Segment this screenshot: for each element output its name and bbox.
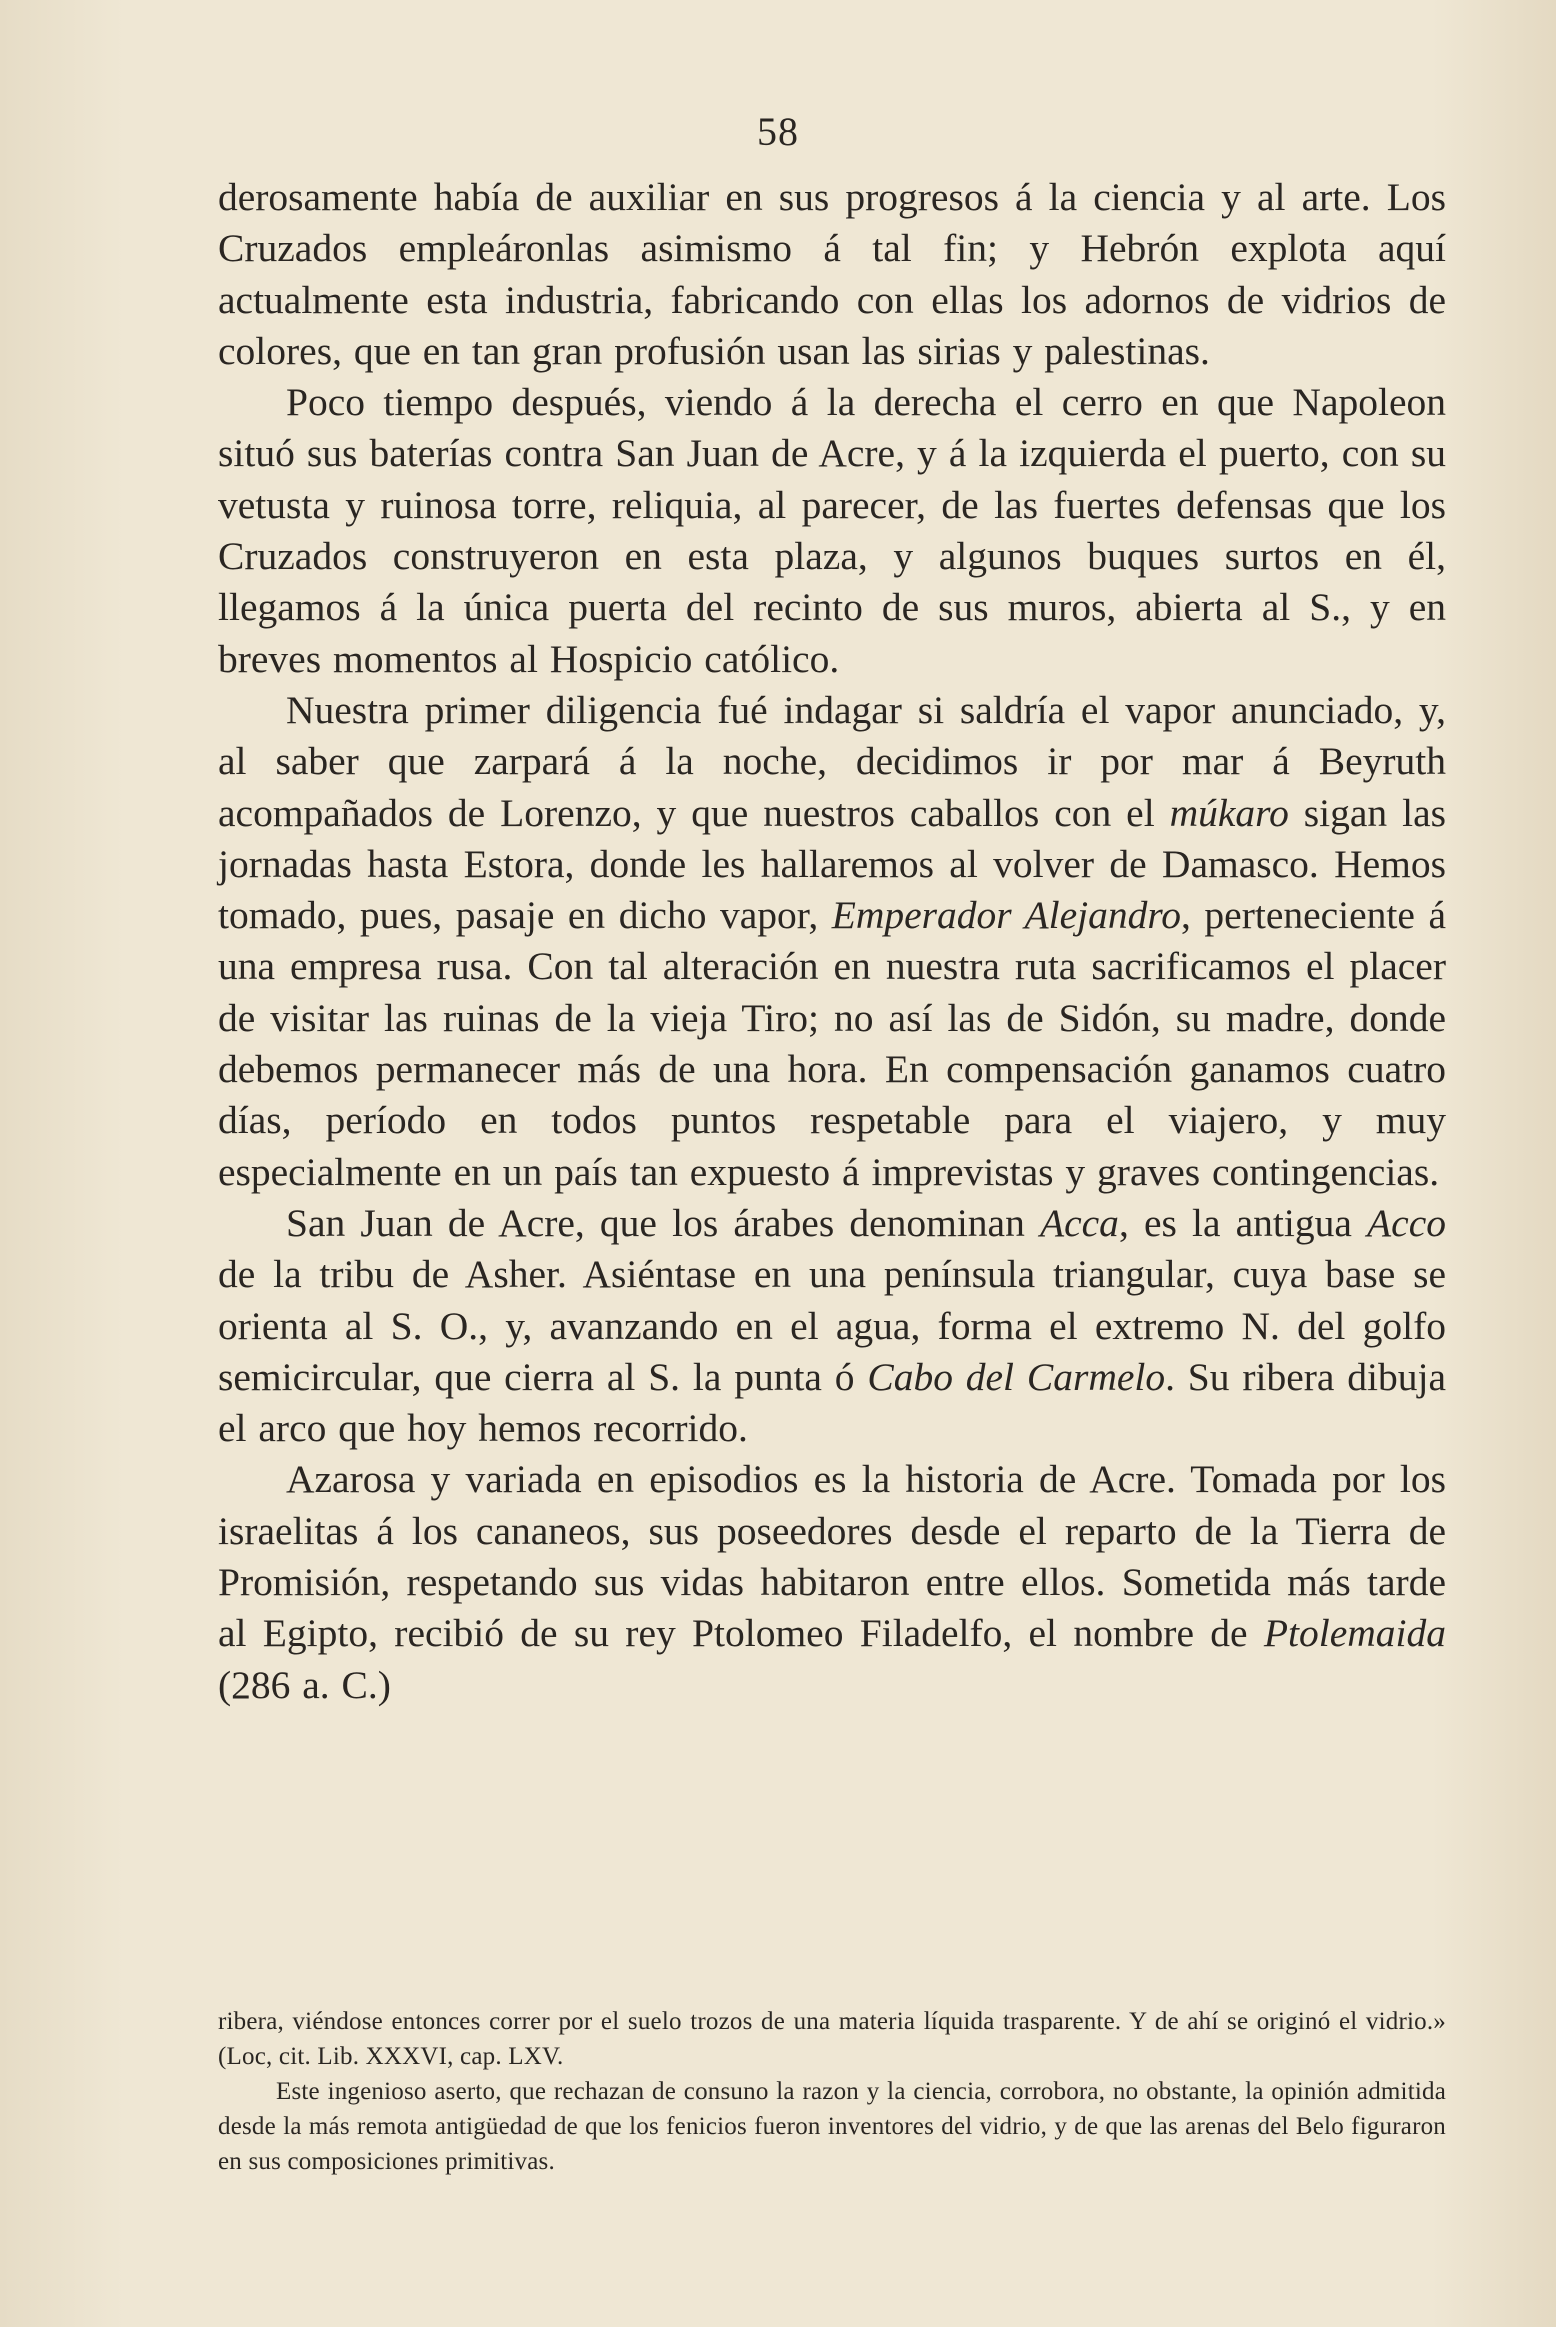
paragraph — [218, 172, 1446, 377]
paragraph — [218, 377, 1446, 685]
page-number: 58 — [757, 109, 799, 154]
footnotes — [218, 2004, 1446, 2179]
text-span: Azarosa y variada en episodios es la historia de Acre. Tomada por los israelitas á los cananeos, sus poseedores desde el reparto de la Tierra de Promisión, respetando sus vidas habitaron entre ellos. Sometida más tarde al Egipto, recibió de su rey Ptolomeo Filadelfo, el nombre de — [218, 1457, 1446, 1656]
text-span: sigan las jornadas hasta Estora, donde les hallaremos al volver de Damasco. Hemos tomado, pues, pasaje en dicho vapor, — [218, 790, 1446, 938]
paragraph — [218, 1198, 1446, 1454]
footnote: Este ingenioso aserto, que rechazan de consuno la razon y la ciencia, corrobora, no obstante, la opinión admitida desde la más remota antigüedad de que los fenicios fueron inventores del vidrio, y de que las arenas del Belo figuraron en sus composiciones primitivas. — [218, 2078, 1446, 2175]
text-span: . Su ribera dibuja el arco que hoy hemos recorrido. — [218, 1354, 1446, 1451]
text-span: Nuestra primer diligencia fué indagar si saldría el vapor anunciado, y, al saber que zarpará á la noche, decidimos ir por mar á Beyruth acompañados de Lorenzo, y que nuestros caballos con el — [218, 687, 1446, 835]
italic-term: Cabo del Carmelo — [867, 1354, 1166, 1399]
text-span: Poco tiempo después, viendo á la derecha el cerro en que Napoleon situó sus baterías contra San Juan de Acre, y á la izquierda el puerto, con su vetusta y ruinosa torre, reliquia, al parecer, de las fuertes defensas que los Cruzados construyeron en esta plaza, y algunos buques surtos en él, llegamos á la única puerta del recinto de sus muros, abierta al S., y en breves momentos al Hospicio católico. — [218, 380, 1446, 681]
body-text — [218, 172, 1446, 1711]
text-span: de la tribu de Asher. Asiéntase en una península triangular, cuya base se orienta al S. O., y, avanzando en el agua, forma el extremo N. del golfo semicircular, que cierra al S. la punta ó — [218, 1252, 1446, 1399]
text-span: , perteneciente á una empresa rusa. Con tal alteración en nuestra ruta sacrificamos el placer de visitar las ruinas de la vieja Tiro; no así las de Sidón, su madre, donde debemos permanecer más de una hora. En compensación ganamos cuatro días, período en todos puntos respetable para el viajero, y muy especialmente en un país tan expuesto á imprevistas y graves contingencias. — [218, 893, 1446, 1194]
paragraph — [218, 685, 1446, 1198]
italic-term: Acco — [1367, 1200, 1446, 1245]
italic-term: Acca — [1039, 1200, 1119, 1245]
italic-term: múkaro — [1169, 790, 1289, 835]
footnote: ribera, viéndose entonces correr por el suelo trozos de una materia líquida trasparente. Y de ahí se originó el vidrio.» (Loc, cit. Lib. XXXVI, cap. LXV. — [218, 2008, 1446, 2070]
text-span: San Juan de Acre, que los árabes denominan — [286, 1200, 1040, 1245]
italic-term: Ptolemaida — [1263, 1611, 1446, 1656]
text-span: , es la antigua — [1118, 1200, 1368, 1245]
italic-term: Emperador Alejandro — [831, 893, 1182, 938]
text-span: derosamente había de auxiliar en sus progresos á la ciencia y al arte. Los Cruzados empleáronlas asimismo á tal fin; y Hebrón explota aquí actualmente esta industria, fabricando con ellas los adornos de vidrios de colores, que en tan gran profusión usan las sirias y palestinas. — [218, 175, 1446, 373]
paragraph — [218, 1454, 1446, 1710]
text-span: (286 a. C.) — [218, 1662, 391, 1707]
